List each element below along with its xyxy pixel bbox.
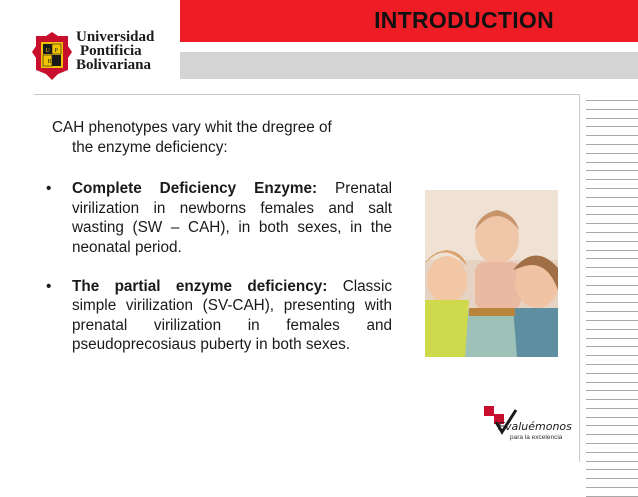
university-name-line2: Pontificia bbox=[80, 43, 142, 59]
bullet-heading: The partial enzyme deficiency: bbox=[72, 277, 328, 295]
slide-body bbox=[46, 118, 393, 374]
svg-text:B: B bbox=[47, 59, 52, 65]
bullet-heading: Complete Deficiency Enzyme: bbox=[72, 180, 318, 198]
shield-icon bbox=[30, 30, 74, 82]
intro-line-1: CAH phenotypes vary whit the dregree of bbox=[52, 119, 332, 136]
university-logo bbox=[30, 30, 170, 82]
university-name bbox=[76, 30, 154, 72]
content-frame-top bbox=[34, 94, 579, 95]
bullet-text: Prenatal virilization in newborns females and salt wasting (SW – CAH), in both sexes, in the neonatal period. bbox=[72, 180, 393, 256]
decorative-lines bbox=[586, 100, 638, 460]
bullet-marker: • bbox=[46, 277, 52, 295]
content-frame-right bbox=[579, 94, 580, 462]
intro-line-2: the enzyme deficiency: bbox=[72, 138, 228, 156]
bullet-marker: • bbox=[46, 180, 52, 198]
svg-text:P: P bbox=[54, 48, 58, 54]
intro-paragraph bbox=[52, 118, 392, 157]
university-name-line3: Bolivariana bbox=[76, 57, 152, 73]
svg-text:U: U bbox=[45, 48, 50, 54]
children-photo bbox=[425, 190, 558, 357]
page-title: INTRODUCTION bbox=[374, 7, 554, 33]
bullet-text: Classic simple virilization (SV-CAH), presenting with prenatal virilization in females and pseudoprecosiaus puberty in both sexes. bbox=[72, 277, 392, 354]
evaluemonos-brand: Evaluémonos bbox=[498, 420, 572, 433]
header-gray-bar bbox=[180, 52, 638, 79]
university-name-line1: Universidad bbox=[76, 29, 155, 45]
evaluemonos-tagline: para la excelencia bbox=[510, 434, 563, 441]
bullet-complete-deficiency bbox=[46, 179, 393, 257]
bullet-partial-deficiency bbox=[46, 277, 392, 355]
